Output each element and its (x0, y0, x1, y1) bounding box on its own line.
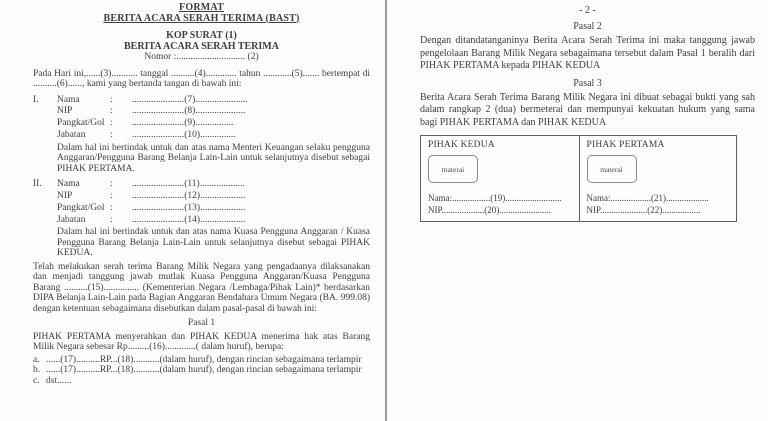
nip-line-20: NIP...................(20)....................... (428, 205, 551, 215)
field-label-nip: NIP (57, 190, 73, 201)
party-2-row-nip (33, 191, 370, 203)
pasal-2-body: Dengan ditandatanganinya Berita Acara Serah Terima ini maka tanggung jawab pengelolaan Barang Milik Negara sebagaimana tersebut dalam Pasal 1 beralih dari PIHAK PERTAMA kepada PIHAK KEDUA (420, 35, 755, 71)
spacer (33, 130, 57, 142)
party-1-row-jabatan (33, 130, 370, 142)
dotted-value-11: ......................(11)................... (132, 179, 245, 190)
party-1-row-nip (33, 106, 370, 118)
party-1-numeral: I. (33, 94, 39, 105)
signature-lines (587, 192, 730, 216)
materai-stamp-box (587, 155, 637, 183)
party-2-numeral: II. (33, 179, 42, 190)
field-label-nama: Nama (57, 94, 80, 105)
party-2-row-jabatan (33, 215, 370, 227)
field-label-jabatan: Jabatan (57, 129, 86, 140)
nip-line-22: NIP.....................(22)................. (586, 205, 701, 215)
materai-label: materai (441, 164, 465, 174)
page-2 (387, 0, 768, 421)
party-1-note: Dalam hal ini bertindak untuk dan atas nama Menteri Keuangan selaku pengguna Anggaran/Pengguna Barang Belanja Lain-Lain untuk selanjutnya disebut sebagai PIHAK PERTAMA. (57, 142, 370, 174)
document-title: BERITA ACARA SERAH TERIMA (124, 40, 279, 52)
pasal-1-item-list (33, 355, 370, 387)
dotted-value-8: ......................(8)..................... (132, 106, 246, 117)
item-marker: b. (33, 365, 41, 376)
dotted-value-10: ......................(10)............... (132, 129, 236, 140)
field-label-pangkat: Pangkat/Gol (57, 118, 105, 129)
kop-surat-label: KOP SURAT (1) (166, 30, 237, 41)
dotted-value-14: ......................(14)................... (132, 214, 246, 225)
signature-table (420, 135, 737, 222)
pasal-3-body: Berita Acara Serah Terima Barang Milik Negara ini dibuat sebagai bukti yang sah dalam rangkap 2 (dua) bermeterai dan mempunyai kekuatan hukum yang sama bagi PIHAK PERTAMA dan PIHAK KEDUA (420, 91, 755, 128)
format-title: FORMAT (179, 2, 224, 13)
page-number: - 2 - (579, 5, 596, 16)
signature-lines (428, 192, 572, 216)
nama-line-19: Nama:.................(19)......................... (428, 193, 562, 203)
signature-cell-pihak-kedua (421, 136, 579, 221)
colon: : (110, 94, 113, 105)
spacer (33, 106, 57, 118)
pihak-kedua-header: PIHAK KEDUA (428, 140, 495, 150)
letterhead-block (33, 31, 370, 63)
item-marker: c. (33, 375, 40, 386)
party-2-row-pangkat (33, 203, 370, 215)
pasal-3-heading: Pasal 3 (573, 77, 602, 89)
materai-stamp-box (428, 155, 478, 183)
colon: : (110, 106, 113, 117)
party-2-note: Dalam hal ini bertindak untuk dan atas nama Kuasa Pengguna Anggaran / Kuasa Pengguna Barang Belanja Lain-Lain untuk selanjutnya disebut sebagai PIHAK KEDUA. (57, 227, 370, 259)
spacer (33, 118, 57, 130)
nomor-line: Nomor :............................. (2) (144, 52, 259, 62)
list-item-a (33, 355, 370, 366)
item-text: ......(17)..........RP...(18)...........(dalam huruf), dengan rincian sebagaimana terlampir (46, 354, 362, 365)
list-item-c (33, 376, 370, 387)
handover-paragraph: Telah melakukan serah terima Barang Milik Negara yang pengadaanya dilaksanakan dan menjadi tanggung jawab mutlak Kuasa Pengguna Anggaran/Kuasa Pengguna Barang ..........(15)............... (Kementerian Negara /Lembaga/Pihak Lain)* berdasarkan DIPA Belanja Lain-Lain pada Bagian Anggaran Bendahara Umum Negara (BA. 999.08) dengan ketentuan sebagaimana disebutkan dalam pasal-pasal di bawah ini: (33, 261, 370, 314)
list-item-b (33, 365, 370, 376)
dotted-value-7: ......................(7)...................... (132, 94, 248, 105)
signature-cell-pihak-pertama (579, 136, 737, 221)
colon: : (110, 179, 113, 190)
colon: : (110, 202, 113, 213)
spacer (33, 191, 57, 203)
party-1-row-pangkat (33, 118, 370, 130)
opening-paragraph: Pada Hari ini,......(3)........... tanggal ..........(4)............. tahun ............(5)....... bertempat di ..........(6)......, kami yang bertanda tangan di bawah ini: (33, 68, 370, 89)
field-label-nama: Nama (57, 179, 80, 190)
party-2-row-nama (33, 179, 370, 191)
dotted-value-9: ......................(9)................ (132, 118, 234, 129)
nama-line-21: Nama:..................(21)................... (586, 193, 709, 203)
party-1-row-nama (33, 95, 370, 107)
pasal-1-body: PIHAK PERTAMA menyerahkan dan PIHAK KEDUA menerima hak atas Barang Milik Negara sebesar Rp.........(16).............( dalam huruf), berupa: (33, 331, 370, 353)
dotted-value-12: ......................(12)................... (132, 190, 246, 201)
pihak-pertama-header: PIHAK PERTAMA (586, 140, 665, 150)
spacer (33, 203, 57, 215)
materai-label: materai (600, 164, 623, 174)
spacer (33, 215, 57, 227)
field-label-jabatan: Jabatan (57, 214, 86, 225)
pasal-1-heading: Pasal 1 (187, 318, 216, 329)
field-label-pangkat: Pangkat/Gol (57, 202, 105, 213)
dotted-value-13: ......................(13)................... (132, 202, 246, 213)
party-2-block (33, 179, 370, 259)
item-text: ......(17)..........RP...(18)...........(dalam huruf), dengan rincian sebagaimana terlampir (46, 365, 362, 376)
item-marker: a. (33, 354, 40, 365)
item-text: dst...... (46, 375, 72, 386)
field-label-nip: NIP (57, 106, 73, 117)
pasal-2-heading: Pasal 2 (573, 21, 602, 32)
colon: : (110, 214, 113, 225)
party-1-block (33, 95, 370, 175)
colon: : (110, 129, 113, 140)
bast-title: BERITA ACARA SERAH TERIMA (BAST) (103, 12, 300, 24)
colon: : (110, 118, 113, 129)
colon: : (110, 190, 113, 201)
